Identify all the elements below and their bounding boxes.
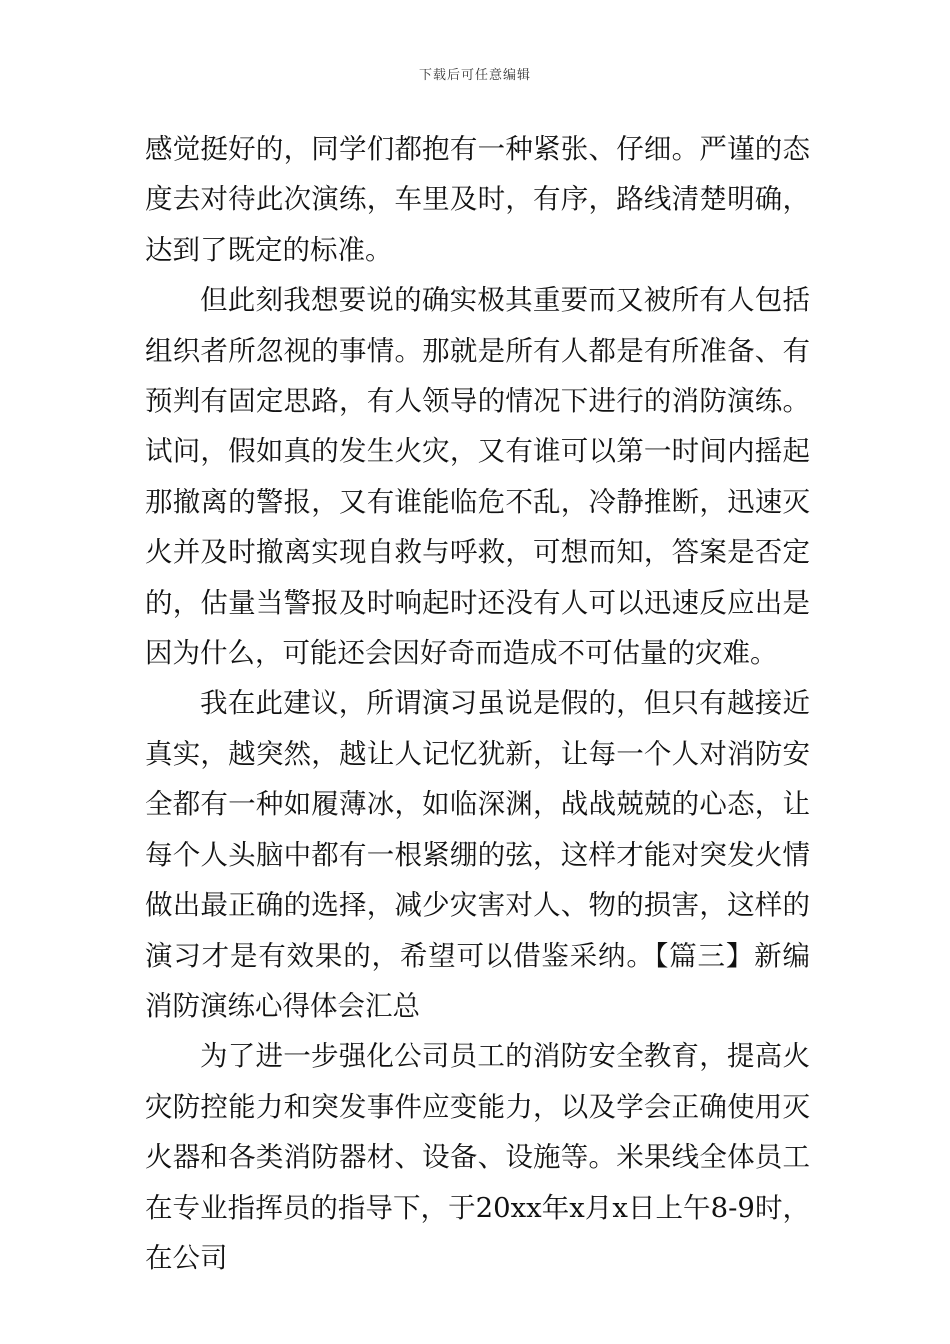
paragraph-4: 为了进一步强化公司员工的消防安全教育，提高火灾防控能力和突发事件应变能力，以及学会正确使用灭火器和各类消防器材、设备、设施等。米果线全体员工在专业指挥员的指导下，于20xx年x月x日上午8-9时，在公司 bbox=[145, 1040, 810, 1274]
paragraph-1: 感觉挺好的，同学们都抱有一种紧张、仔细。严谨的态度去对待此次演练，车里及时，有序，路线清楚明确，达到了既定的标准。 bbox=[145, 133, 810, 266]
document-body bbox=[145, 124, 810, 1283]
page-header-note: 下载后可任意编辑 bbox=[418, 68, 531, 83]
paragraph-2: 但此刻我想要说的确实极其重要而又被所有人包括组织者所忽视的事情。那就是所有人都是有所准备、有预判有固定思路，有人领导的情况下进行的消防演练。试问，假如真的发生火灾，又有谁可以第一时间内摇起那撤离的警报，又有谁能临危不乱，冷静推断，迅速灭火并及时撤离实现自救与呼救，可想而知，答案是否定的，估量当警报及时响起时还没有人可以迅速反应出是因为什么，可能还会因好奇而造成不可估量的灾难。 bbox=[145, 284, 810, 670]
paragraph-3: 我在此建议，所谓演习虽说是假的，但只有越接近真实，越突然，越让人记忆犹新，让每一个人对消防安全都有一种如履薄冰，如临深渊，战战兢兢的心态，让每个人头脑中都有一根紧绷的弦，这样才能对突发火情做出最正确的选择，减少灾害对人、物的损害，这样的演习才是有效果的，希望可以借鉴采纳。【篇三】新编消防演练心得体会汇总 bbox=[145, 687, 810, 1022]
